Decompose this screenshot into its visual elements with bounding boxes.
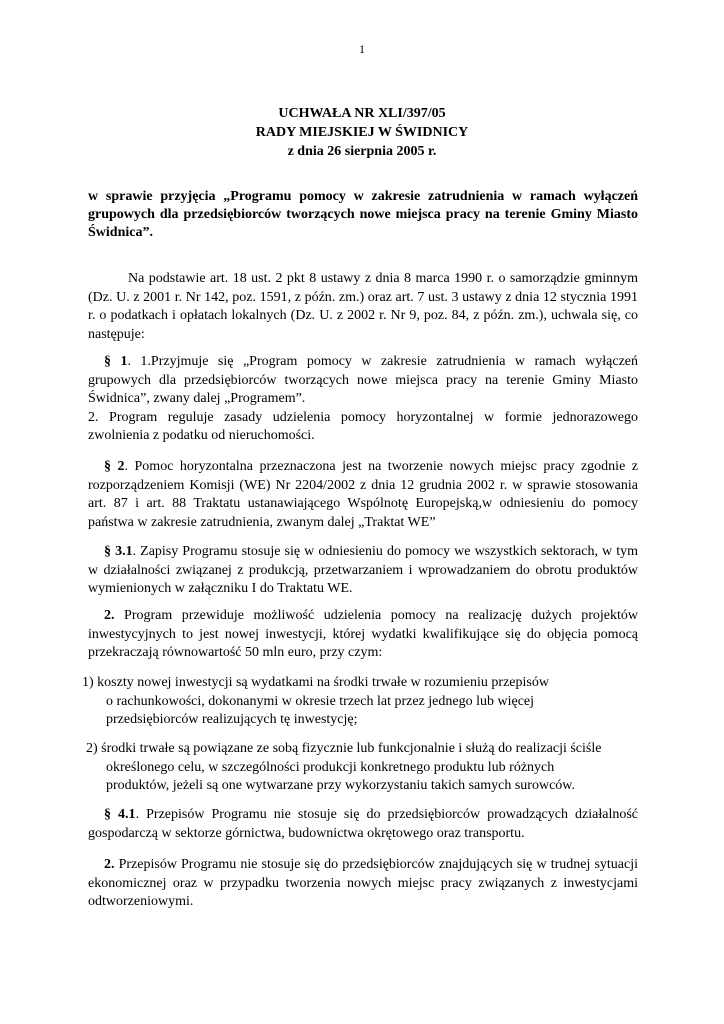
resolution-subject: w sprawie przyjęcia „Programu pomocy w zakresie zatrudnienia w ramach wyłączeń grupowych dla przedsiębiorców tworzących nowe miejsca pracy na terenie Gminy Miasto Świdnica”. xyxy=(88,189,638,240)
resolution-number: UCHWAŁA NR XLI/397/05 xyxy=(278,106,446,121)
paragraph-2 xyxy=(88,458,638,532)
paragraph-1-point-1 xyxy=(88,353,638,409)
preamble: Na podstawie art. 18 ust. 2 pkt 8 ustawy z dnia 8 marca 1990 r. o samorządzie gminnym (Dz. U. z 2001 r. Nr 142, poz. 1591, z późn. zm.) oraz art. 7 ust. 3 ustawy z dnia 12 stycznia 1991 r. o podatkach i opłatach lokalnych (Dz. U. z 2002 r. Nr 9, poz. 84, z późn. zm.), uchwala się, co następuje: xyxy=(88,271,638,342)
list-item-2-line-2: określonego celu, w szczególności produkcji konkretnego produktu lub różnych xyxy=(106,759,555,775)
paragraph-3-point-2-mark: 2. xyxy=(104,608,115,623)
list-item-1-line-2: o rachunkowości, dokonanymi w okresie trzech lat przez jednego lub więcej xyxy=(106,693,535,709)
list-item-1 xyxy=(82,674,638,730)
resolution-header xyxy=(0,104,724,161)
paragraph-2-mark: § 2 xyxy=(104,459,125,474)
list-item-1-line-1: 1) koszty nowej inwestycji są wydatkami na środki trwałe w rozumieniu przepisów xyxy=(82,675,549,690)
paragraph-1-point-2: 2. Program reguluje zasady udzielenia pomocy horyzontalnej w formie jednorazowego zwolnienia z podatku od nieruchomości. xyxy=(88,409,638,443)
paragraph-4-mark: § 4.1 xyxy=(104,807,136,822)
paragraph-4-point-1 xyxy=(88,806,638,843)
list-item-1-line-3: przedsiębiorców realizujących tę inwestycję; xyxy=(106,712,358,727)
paragraph-2-text: . Pomoc horyzontalna przeznaczona jest na tworzenie nowych miejsc pracy zgodnie z rozporządzeniem Komisji (WE) Nr 2204/2002 z dnia 12 grudnia 2002 r. w sprawie stosowania art. 87 i art. 88 Traktatu ustanawiającego Wspólnotę Europejską,w odniesieniu do pomocy państwa w zakresie zatrudnienia, zwanym dalej „Traktat WE” xyxy=(88,459,639,530)
paragraph-1-mark: § 1 xyxy=(104,354,128,369)
page-number: 1 xyxy=(359,42,365,56)
resolution-date: z dnia 26 sierpnia 2005 r. xyxy=(287,144,437,159)
list-item-2-line-3: produktów, jeżeli są one wytwarzane przy wykorzystaniu takich samych surowców. xyxy=(106,778,575,793)
paragraph-4-point-2 xyxy=(88,856,638,912)
paragraph-3-point-2-text: Program przewiduje możliwość udzielenia pomocy na realizację dużych projektów inwestycyjnych to jest nowej inwestycji, której wydatki kwalifikujące się do objęcia pomocą przekraczają równowartość 50 mln euro, przy czym: xyxy=(88,608,638,660)
paragraph-4-text: . Przepisów Programu nie stosuje się do przedsiębiorców prowadzących działalność gospodarczą w sektorze górnictwa, budownictwa okrętowego oraz transportu. xyxy=(88,807,638,841)
paragraph-3-point-2 xyxy=(88,607,638,663)
paragraph-3-point-1 xyxy=(88,543,638,599)
council-name: RADY MIEJSKIEJ W ŚWIDNICY xyxy=(255,125,469,140)
paragraph-4-point-2-mark: 2. xyxy=(104,857,115,872)
list-item-2 xyxy=(86,740,642,796)
paragraph-3-text: . Zapisy Programu stosuje się w odniesieniu do pomocy we wszystkich sektorach, w tym w działalności związanej z produkcją, przetwarzaniem i wprowadzaniem do obrotu produktów wymienionych w załączniku I do Traktatu WE. xyxy=(88,544,639,596)
paragraph-4-point-2-text: Przepisów Programu nie stosuje się do przedsiębiorców znajdujących się w trudnej sytuacji ekonomicznej oraz w przypadku tworzenia nowych miejsc pracy związanych z inwestycjami odtworzeniowymi. xyxy=(88,857,638,909)
list-item-2-line-1: 2) środki trwałe są powiązane ze sobą fizycznie lub funkcjonalnie i służą do realizacji ściśle xyxy=(86,741,602,756)
paragraph-3-mark: § 3.1 xyxy=(104,544,133,559)
paragraph-1 xyxy=(88,353,638,446)
paragraph-1-text-1: . 1.Przyjmuje się „Program pomocy w zakresie zatrudnienia w ramach wyłączeń grupowych dla przedsiębiorców tworzących nowe miejsca pracy na terenie Gminy Miasto Świdnica”, zwany dalej „Programem”. xyxy=(88,354,638,406)
